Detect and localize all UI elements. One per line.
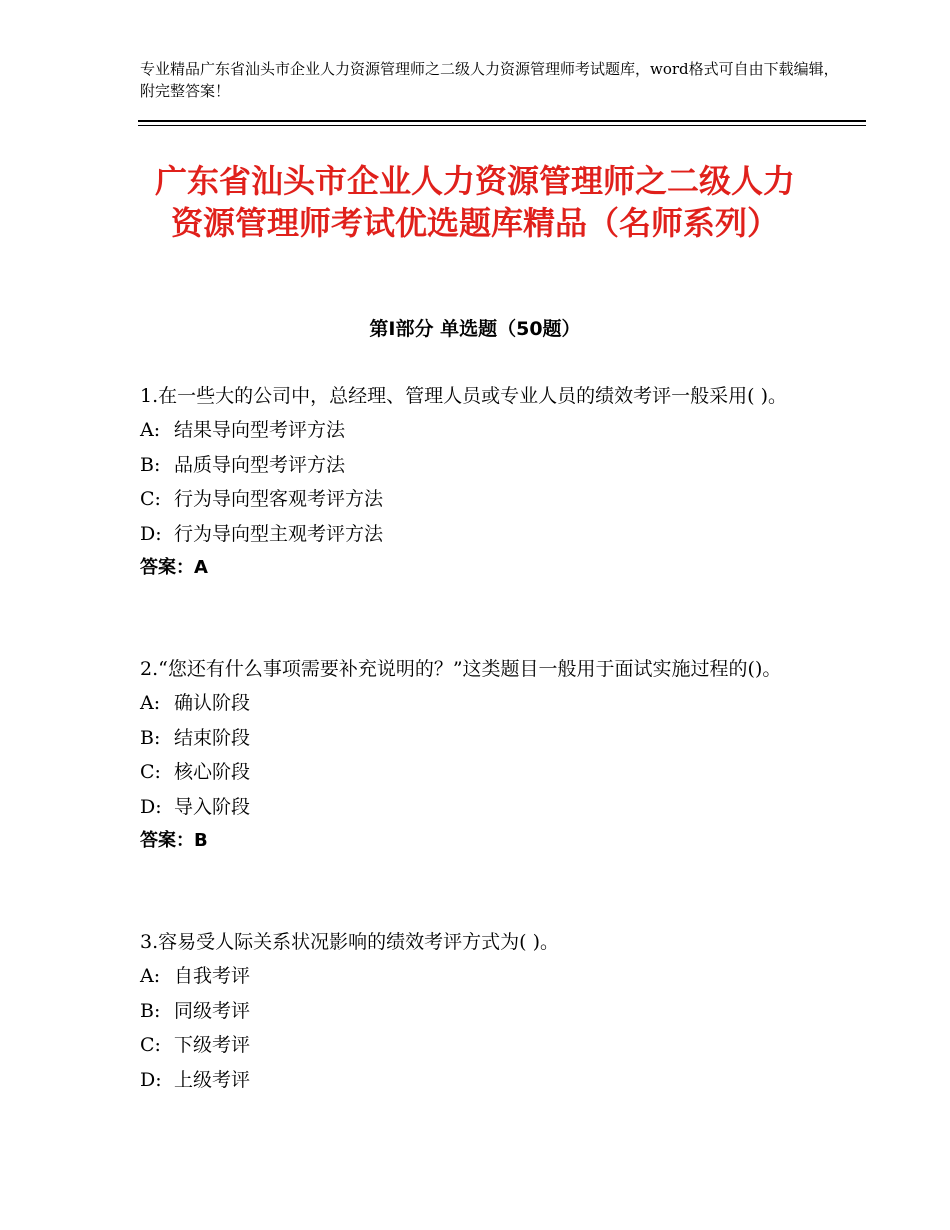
option-letter: D: xyxy=(140,795,162,818)
answer-line xyxy=(140,551,810,585)
option-text: 确认阶段 xyxy=(174,692,251,714)
option-a xyxy=(140,686,810,721)
answer-line xyxy=(140,824,810,858)
option-a xyxy=(140,413,810,448)
option-letter: A: xyxy=(140,419,161,441)
option-text: 同级考评 xyxy=(174,999,251,1022)
option-text: 行为导向型主观考评方法 xyxy=(174,522,384,545)
option-text: 自我考评 xyxy=(174,965,251,987)
option-c xyxy=(140,755,810,790)
option-text: 导入阶段 xyxy=(174,795,251,818)
option-letter: B: xyxy=(140,453,161,476)
option-text: 核心阶段 xyxy=(174,761,251,783)
option-text: 结束阶段 xyxy=(174,726,251,749)
option-d xyxy=(140,517,810,552)
header-divider-thin xyxy=(138,125,866,126)
question-2 xyxy=(140,652,810,858)
answer-value: A xyxy=(194,557,208,578)
header-note: 专业精品广东省汕头市企业人力资源管理师之二级人力资源管理师考试题库，word格式可自由下载编辑，附完整答案！ xyxy=(140,60,839,100)
question-stem: 2.“您还有什么事项需要补充说明的？”这类题目一般用于面试实施过程的()。 xyxy=(140,658,782,680)
option-text: 品质导向型考评方法 xyxy=(174,453,346,476)
option-letter: D: xyxy=(140,522,162,545)
option-b xyxy=(140,994,810,1029)
option-text: 上级考评 xyxy=(174,1068,251,1091)
section-heading: 第Ⅰ部分 单选题（50题） xyxy=(369,318,581,340)
option-c xyxy=(140,1028,810,1063)
option-letter: D: xyxy=(140,1068,162,1091)
answer-prefix: 答案： xyxy=(140,557,194,578)
answer-value: B xyxy=(194,830,208,851)
option-letter: A: xyxy=(140,692,161,714)
option-b xyxy=(140,721,810,756)
option-letter: C: xyxy=(140,761,161,783)
question-3 xyxy=(140,925,810,1097)
option-text: 结果导向型考评方法 xyxy=(174,419,346,441)
option-letter: A: xyxy=(140,965,161,987)
document-title: 广东省汕头市企业人力资源管理师之二级人力资源管理师考试优选题库精品（名师系列） xyxy=(154,162,795,242)
option-text: 下级考评 xyxy=(174,1034,251,1056)
question-stem: 3.容易受人际关系状况影响的绩效考评方式为( )。 xyxy=(140,931,559,953)
option-c xyxy=(140,482,810,517)
option-letter: B: xyxy=(140,999,161,1022)
header-divider-thick xyxy=(138,120,866,122)
option-letter: B: xyxy=(140,726,161,749)
answer-prefix: 答案： xyxy=(140,830,194,851)
option-b xyxy=(140,448,810,483)
option-letter: C: xyxy=(140,1034,161,1056)
option-a xyxy=(140,959,810,994)
option-text: 行为导向型客观考评方法 xyxy=(174,488,384,510)
question-stem: 1.在一些大的公司中，总经理、管理人员或专业人员的绩效考评一般采用( )。 xyxy=(140,385,787,407)
option-d xyxy=(140,790,810,825)
option-letter: C: xyxy=(140,488,161,510)
question-1 xyxy=(140,379,810,585)
option-d xyxy=(140,1063,810,1098)
